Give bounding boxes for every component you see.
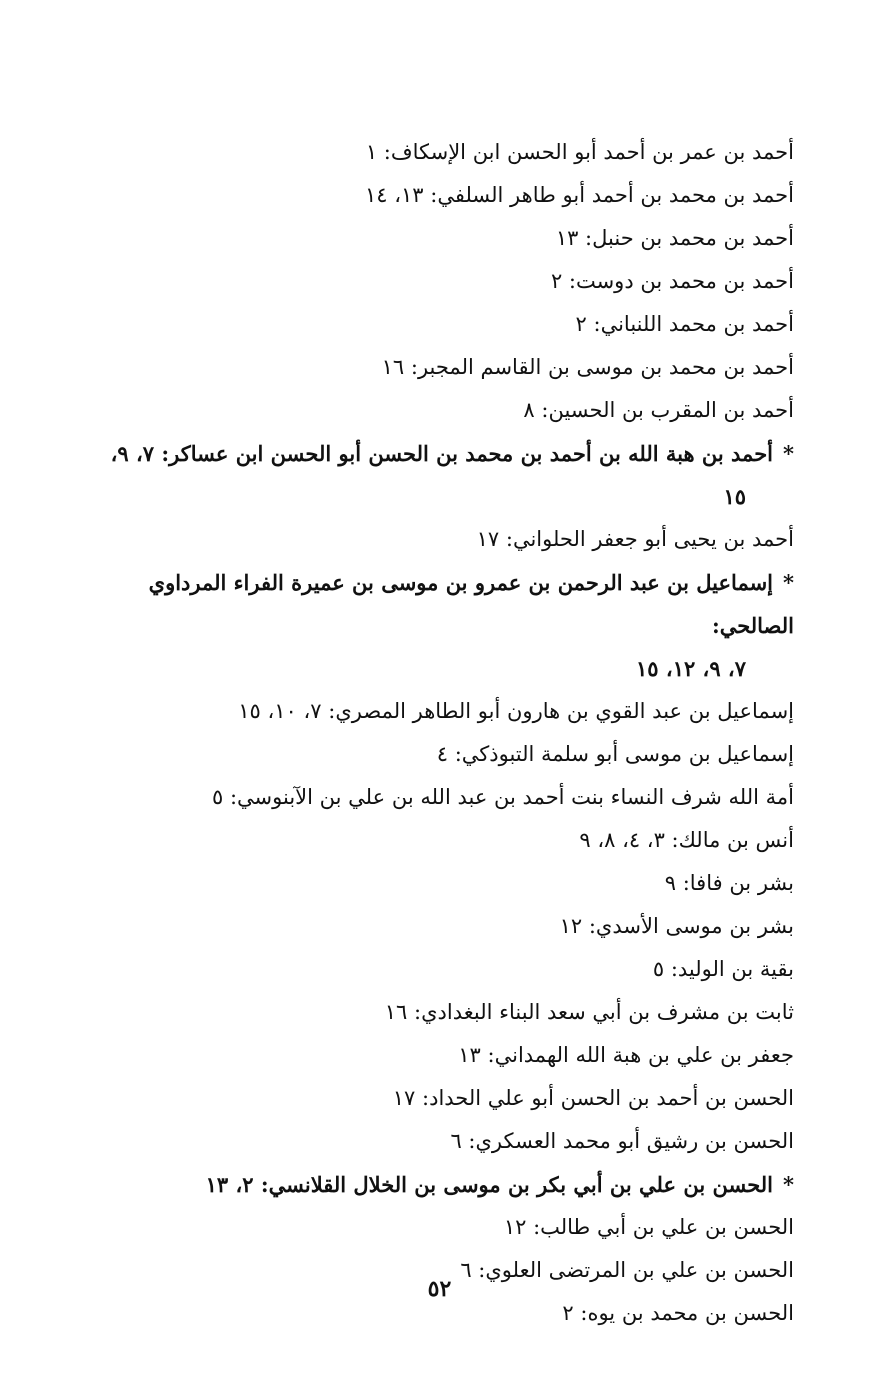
index-entry (72, 819, 794, 862)
index-entry (72, 1163, 794, 1206)
index-entry (72, 1120, 794, 1163)
index-entry (72, 776, 794, 819)
index-entry-text: الحسن بن علي بن المرتضى العلوي: ٦ (460, 1258, 794, 1282)
star-marker-icon: * (783, 570, 794, 595)
index-entry (72, 991, 794, 1034)
index-entry (72, 260, 794, 303)
index-entry (72, 733, 794, 776)
index-entry (72, 346, 794, 389)
page-number: ٥٢ (427, 1276, 452, 1302)
index-entry (72, 389, 794, 432)
index-entry-text: الحسن بن علي بن أبي طالب: ١٢ (503, 1215, 794, 1239)
star-marker-icon: * (783, 1172, 794, 1197)
index-entry-text: الحسن بن علي بن أبي بكر بن موسى بن الخلال القلانسي: ٢، ١٣ (205, 1172, 774, 1197)
index-entry-text: إسماعيل بن موسى أبو سلمة التبوذكي: ٤ (436, 742, 794, 766)
index-entry-text: إسماعيل بن عبد الرحمن بن عمرو بن موسى بن عميرة الفراء المرداوي الصالحي: (148, 570, 794, 638)
index-entry (72, 948, 794, 991)
index-entry (72, 217, 794, 260)
index-entry-text: أحمد بن يحيى أبو جعفر الحلواني: ١٧ (476, 527, 794, 551)
index-entry-text: أحمد بن محمد اللنباني: ٢ (575, 312, 794, 336)
index-entry (72, 862, 794, 905)
star-marker-icon: * (783, 441, 794, 466)
index-entry-text: بقية بن الوليد: ٥ (652, 957, 794, 981)
index-entry-continuation: ١٥ (723, 484, 746, 509)
index-entry-text: ثابت بن مشرف بن أبي سعد البناء البغدادي: ١٦ (384, 1000, 794, 1024)
index-entry-text: الحسن بن أحمد بن الحسن أبو علي الحداد: ١٧ (392, 1086, 794, 1110)
index-entry-text: بشر بن فافا: ٩ (664, 871, 794, 895)
index-entry-text: أحمد بن المقرب بن الحسين: ٨ (523, 398, 794, 422)
index-entry (72, 905, 794, 948)
index-entry (72, 131, 794, 174)
index-entry (72, 1034, 794, 1077)
index-entry-text: إسماعيل بن عبد القوي بن هارون أبو الطاهر المصري: ٧، ١٠، ١٥ (238, 699, 794, 723)
index-entry (72, 1077, 794, 1120)
index-entry-continuation: ٧، ٩، ١٢، ١٥ (636, 656, 746, 681)
index-entry-text: أحمد بن محمد بن أحمد أبو طاهر السلفي: ١٣، ١٤ (365, 183, 794, 207)
index-entry-text: أحمد بن محمد بن حنبل: ١٣ (555, 226, 794, 250)
index-entry (72, 432, 794, 518)
index-entry-text: أمة الله شرف النساء بنت أحمد بن عبد الله بن علي بن الآبنوسي: ٥ (212, 785, 794, 809)
index-entry (72, 518, 794, 561)
index-list (72, 131, 794, 1335)
index-entry-text: بشر بن موسى الأسدي: ١٢ (559, 914, 794, 938)
index-entry-text: أحمد بن عمر بن أحمد أبو الحسن ابن الإسكاف: ١ (365, 140, 794, 164)
index-entry (72, 690, 794, 733)
index-entry (72, 1206, 794, 1249)
index-entry-text: أحمد بن محمد بن موسى بن القاسم المجبر: ١٦ (381, 355, 794, 379)
index-entry-text: الحسن بن محمد بن يوه: ٢ (562, 1301, 794, 1325)
index-entry (72, 174, 794, 217)
index-entry-text: أحمد بن محمد بن دوست: ٢ (550, 269, 794, 293)
index-entry-text: جعفر بن علي بن هبة الله الهمداني: ١٣ (458, 1043, 794, 1067)
index-entry-text: الحسن بن رشيق أبو محمد العسكري: ٦ (450, 1129, 794, 1153)
index-entry (72, 303, 794, 346)
index-entry-text: أنس بن مالك: ٣، ٤، ٨، ٩ (579, 828, 794, 852)
index-entry-text: أحمد بن هبة الله بن أحمد بن محمد بن الحسن أبو الحسن ابن عساكر: ٧، ٩، (110, 441, 774, 466)
index-entry (72, 561, 794, 690)
